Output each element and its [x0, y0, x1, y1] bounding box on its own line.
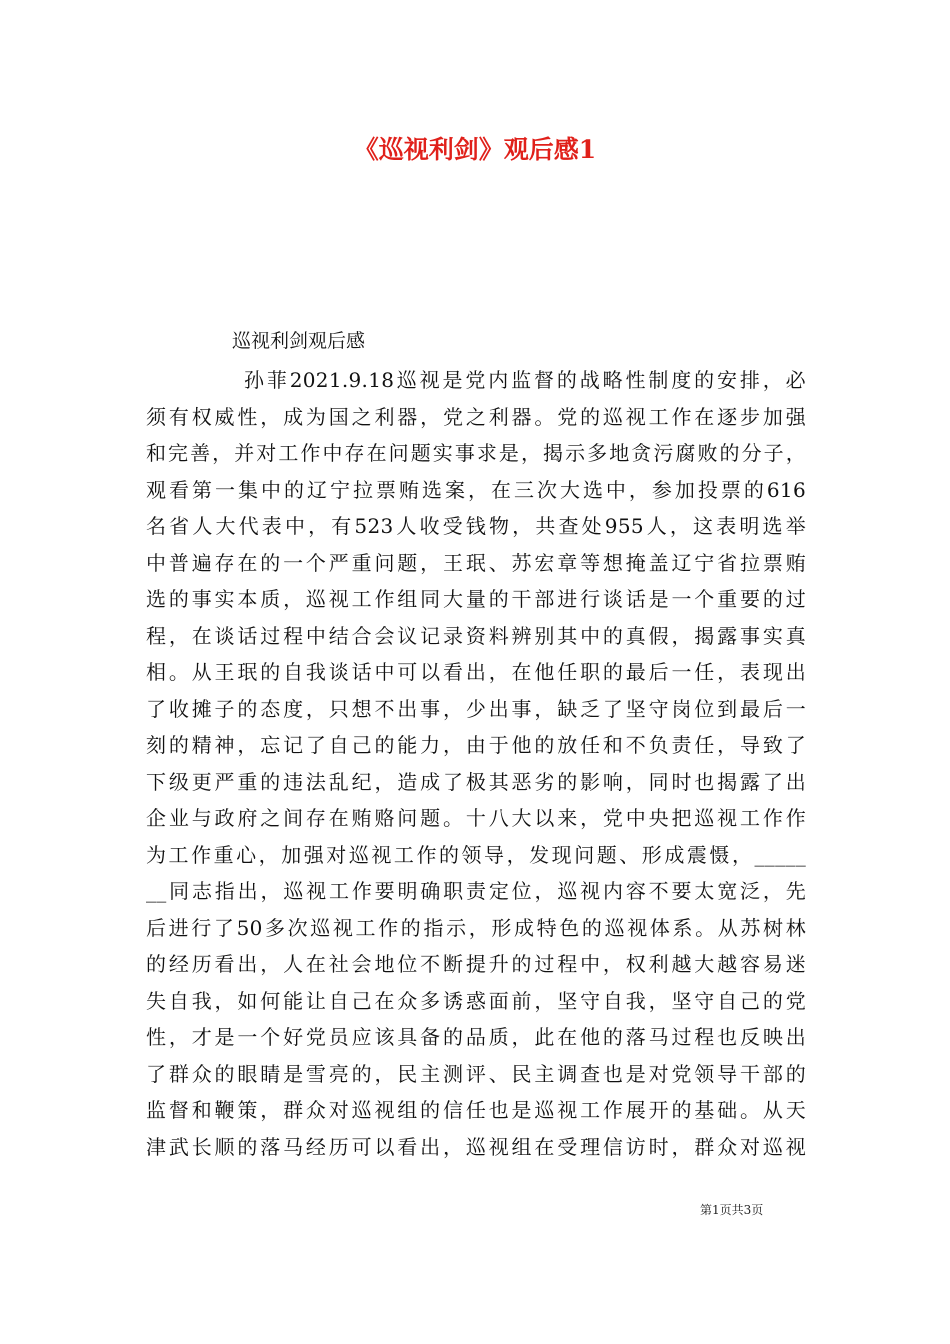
paragraph-line: 孙菲2021.9.18巡视是党内监督的战略性制度的安排，必: [244, 368, 806, 392]
paragraph-line: 程，在谈话过程中结合会议记录资料辨别其中的真假，揭露事实真: [146, 623, 806, 648]
body-paragraph: [146, 362, 806, 1165]
paragraph-line: 性，才是一个好党员应该具备的品质，此在他的落马过程也反映出: [146, 1025, 806, 1049]
paragraph-line: 须有权威性，成为国之利器，党之利器。党的巡视工作在逐步加强: [146, 404, 806, 429]
paragraph-line: 了群众的眼睛是雪亮的，民主测评、民主调查也是对党领导干部的: [146, 1061, 806, 1086]
paragraph-line: 下级更严重的违法乱纪，造成了极其恶劣的影响，同时也揭露了出: [146, 769, 806, 794]
paragraph-line: 观看第一集中的辽宁拉票贿选案，在三次大选中，参加投票的616: [146, 477, 806, 502]
paragraph-line: 刻的精神，忘记了自己的能力，由于他的放任和不负责任，导致了: [146, 733, 806, 757]
paragraph-line: 和完善，并对工作中存在问题实事求是，揭示多地贪污腐败的分子，: [146, 441, 806, 465]
paragraph-line: 监督和鞭策，群众对巡视组的信任也是巡视工作展开的基础。从天: [146, 1098, 806, 1122]
paragraph-line: 相。从王珉的自我谈话中可以看出，在他任职的最后一任，表现出: [146, 660, 806, 684]
paragraph-line: __同志指出，巡视工作要明确职责定位，巡视内容不要太宽泛，先: [146, 879, 806, 903]
paragraph-line: 了收摊子的态度，只想不出事，少出事，缺乏了坚守岗位到最后一: [146, 696, 806, 721]
paragraph-line: 为工作重心，加强对巡视工作的领导，发现问题、形成震慑，_____: [146, 842, 806, 867]
paragraph-line: 名省人大代表中，有523人收受钱物，共查处955人，这表明选举: [146, 514, 806, 538]
paragraph-line: 中普遍存在的一个严重问题，王珉、苏宏章等想掩盖辽宁省拉票贿: [146, 550, 806, 575]
paragraph-line: 选的事实本质，巡视工作组同大量的干部进行谈话是一个重要的过: [146, 587, 806, 611]
paragraph-line: 失自我，如何能让自己在众多诱惑面前，坚守自我，坚守自己的党: [146, 988, 806, 1013]
paragraph-line: 的经历看出，人在社会地位不断提升的过程中，权利越大越容易迷: [146, 952, 806, 976]
paragraph-line: 津武长顺的落马经历可以看出，巡视组在受理信访时，群众对巡视: [146, 1134, 806, 1159]
paragraph-line: 后进行了50多次巡视工作的指示，形成特色的巡视体系。从苏树林: [146, 915, 806, 940]
page-number-footer: 第1页共3页: [700, 1203, 764, 1217]
paragraph-line: 企业与政府之间存在贿赂问题。十八大以来，党中央把巡视工作作: [146, 806, 806, 830]
document-title: 《巡视利剑》观后感1: [353, 135, 597, 164]
document-subtitle: 巡视利剑观后感: [232, 330, 366, 352]
